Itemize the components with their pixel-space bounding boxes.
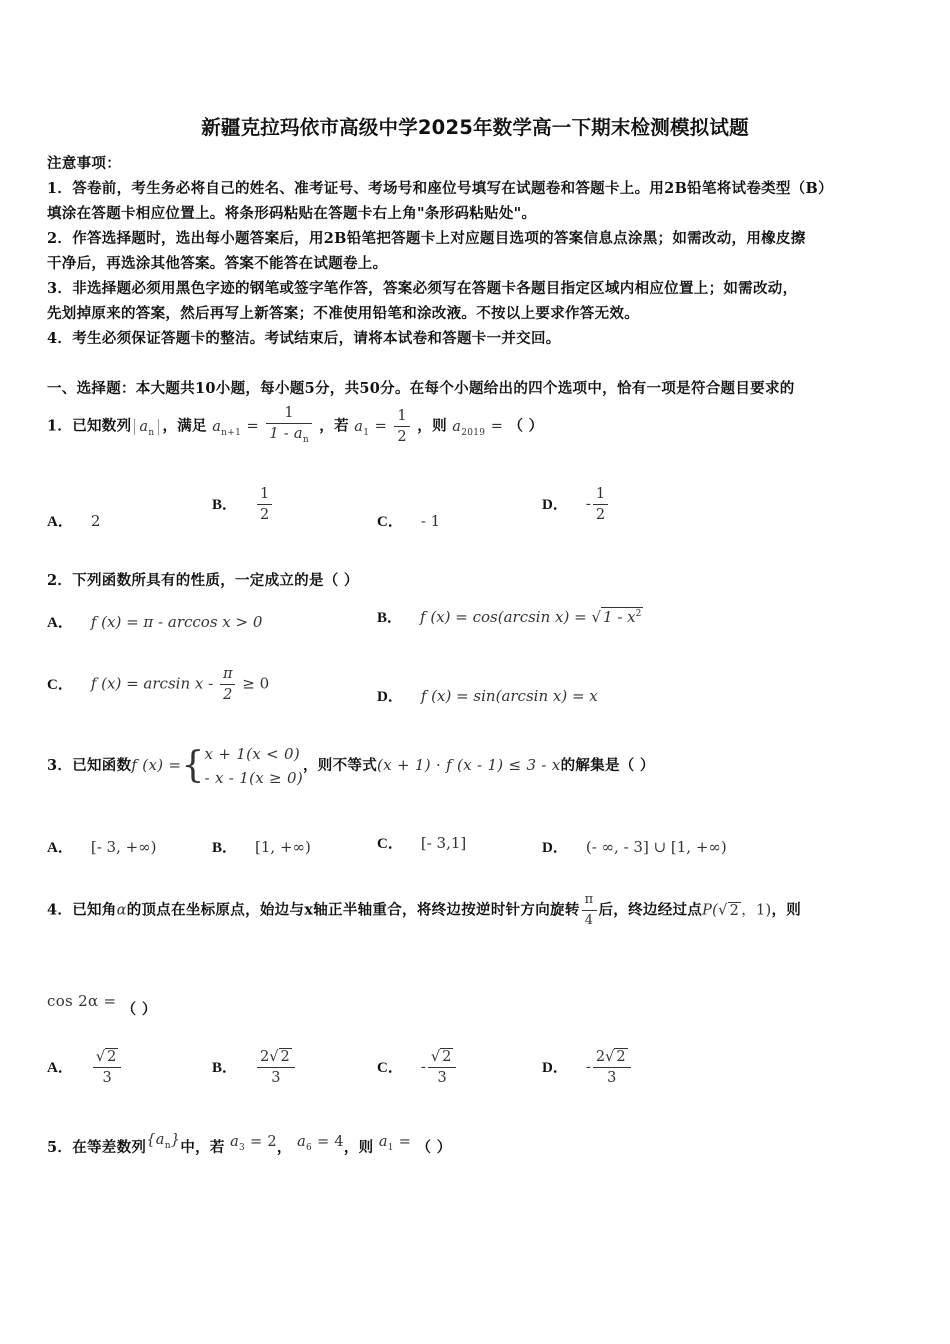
q4-option-d[interactable]: D． - $\frac{2√ 2}{3}$ xyxy=(542,1047,633,1088)
q1-option-d[interactable]: D． - $\frac{1}{2}$ xyxy=(542,484,610,525)
q2-option-c[interactable]: C． f (x) = arcsin x - $\frac{\pi}{2}$ ≥ 0 xyxy=(47,666,270,703)
notice-heading: 注意事项： xyxy=(47,155,121,172)
section-heading: 一、选择题：本大题共10小题，每小题5分，共50分。在每个小题给出的四个选项中，恰有一项是符合题目要求的 xyxy=(47,380,795,397)
q3-option-d[interactable]: D． (- ∞, - 3] ∪ [1, +∞) xyxy=(542,838,727,856)
q1-lhs: $a_{n+1}$ xyxy=(212,418,242,438)
notice-line-7: 4．考生必须保证答题卡的整洁。考试结束后，请将本试卷和答题卡一并交回。 xyxy=(47,330,561,347)
question-4-expr: cos 2α = （ ） xyxy=(47,992,157,1018)
q3-option-b[interactable]: B． [1, +∞) xyxy=(212,838,311,856)
question-3: 3．已知函数f (x) ={ x + 1(x < 0) - x - 1(x ≥ 0) ，则不等式(x + 1) · f (x - 1) ≤ 3 - x的解集是（ ） xyxy=(47,745,655,787)
q3-option-a[interactable]: A． [- 3, +∞) xyxy=(47,838,157,856)
q1-a1-fraction: $\frac{1}{2}$ xyxy=(394,406,410,447)
page-title: 新疆克拉玛依市高级中学2025年数学高一下期末检测模拟试题 xyxy=(201,116,749,139)
q1-option-c[interactable]: C． - 1 xyxy=(377,512,441,530)
notice-line-6: 先划掉原来的答案，然后再写上新答案；不准使用铅笔和涂改液。不按以上要求作答无效。 xyxy=(47,305,639,322)
q2-option-b[interactable]: B． f (x) = cos(arcsin x) = √ $1 - x^2$ xyxy=(377,608,642,626)
q2-option-a[interactable]: A． f (x) = π - arccos x > 0 xyxy=(47,613,263,631)
notice-line-2: 填涂在答题卡相应位置上。将条形码粘贴在答题卡右上角"条形码粘贴处"。 xyxy=(47,205,537,222)
notice-line-4: 干净后，再选涂其他答案。答案不能答在试题卷上。 xyxy=(47,255,388,272)
q2-option-d[interactable]: D． f (x) = sin(arcsin x) = x xyxy=(377,687,598,705)
notice-line-5: 3．非选择题必须用黑色字迹的钢笔或签字笔作答，答案必须写在答题卡各题目指定区域内相应位置上；如需改动， xyxy=(47,280,798,297)
q4-option-c[interactable]: C． - $\frac{√ 2}{3}$ xyxy=(377,1047,458,1088)
q1-option-a[interactable]: A． 2 xyxy=(47,512,101,530)
q4-option-b[interactable]: B． $\frac{2√ 2}{3}$ xyxy=(212,1047,297,1088)
q4-option-a[interactable]: A． $\frac{√ 2}{3}$ xyxy=(47,1047,123,1088)
q1-option-b[interactable]: B． $\frac{1}{2}$ xyxy=(212,484,274,525)
q1-seq: $a_n$ xyxy=(134,419,159,435)
question-4: 4．已知角α的顶点在坐标原点，始边与x轴正半轴重合，将终边按逆时针方向旋转 $\frac{\pi}{4}$ 后，终边经过点P(√ 2 ，1)，则 xyxy=(47,892,802,928)
question-1: 1．已知数列 $a_n$ ，满足 $a_{n+1}$ = $\frac{1}{1 - a_n}$ ，若 $a_1$ = $\frac{1}{2}$ ，则 $a_{2019}$ = （ ） xyxy=(47,403,543,450)
notice-line-3: 2．作答选择题时，选出每小题答案后，用2B铅笔把答题卡上对应题目选项的答案信息点涂黑；如需改动，用橡皮擦 xyxy=(47,230,806,247)
q1-recurrence-fraction: $\frac{1}{1 - a_n}$ xyxy=(266,403,312,450)
q1-number: 1．已知数列 xyxy=(47,417,132,435)
question-2: 2．下列函数所具有的性质，一定成立的是（ ） xyxy=(47,572,359,589)
q3-option-c[interactable]: C． [- 3,1] xyxy=(377,834,467,852)
notice-line-1: 1．答卷前，考生务必将自己的姓名、准考证号、考场号和座位号填写在试题卷和答题卡上。用2B铅笔将试卷类型（B） xyxy=(47,180,833,197)
question-5: 5．在等差数列$\{a_n\}$中，若 $a_3 = 2$， $a_6 = 4$，则 $a_1$ = （ ） xyxy=(47,1132,452,1156)
